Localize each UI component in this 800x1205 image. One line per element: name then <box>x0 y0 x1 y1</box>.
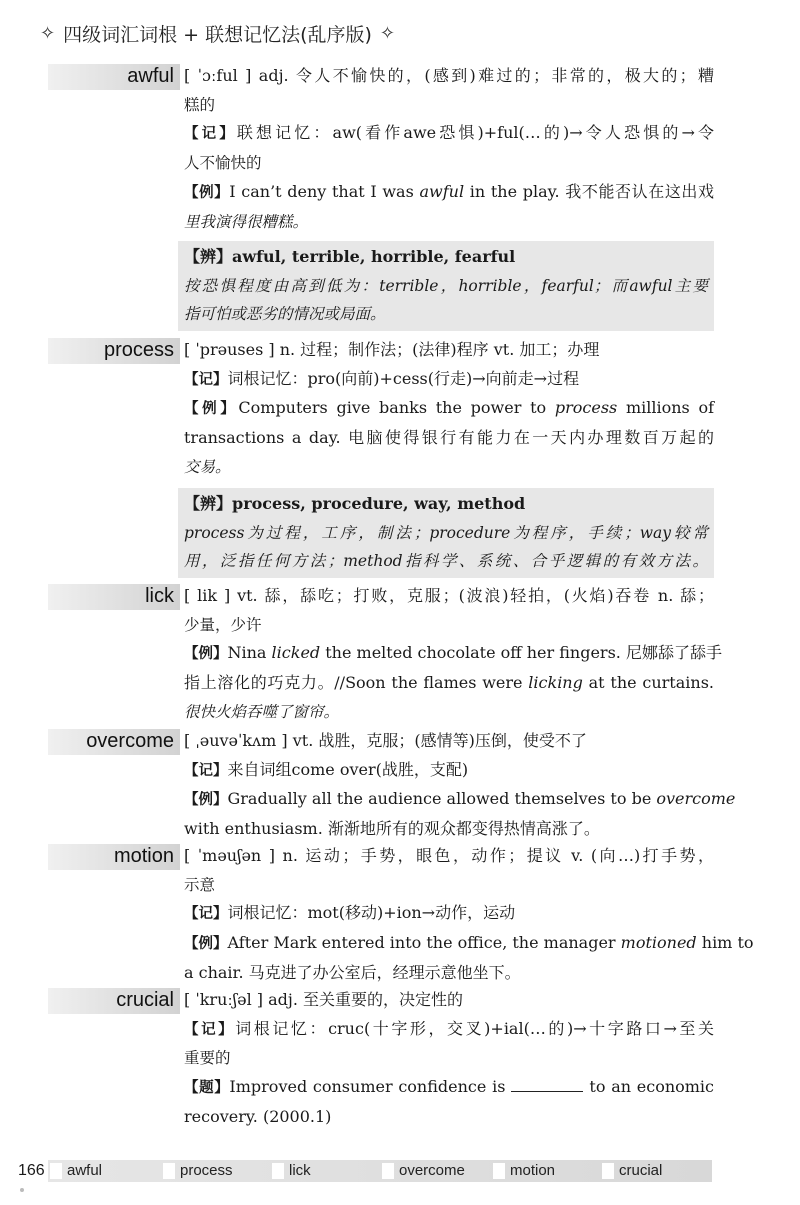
example-tag: 【例】 <box>184 936 228 953</box>
example-keyword: licking <box>528 673 583 693</box>
footer-word: motion <box>493 1162 555 1179</box>
square-icon <box>493 1163 505 1179</box>
example-text: After Mark entered into the office, the manager <box>227 933 621 953</box>
square-icon <box>602 1163 614 1179</box>
memory-text: 词根记忆：mot(移动)+ion→动作，运动 <box>227 903 516 923</box>
example-text: transactions a day. 电脑使得银行有能力在一天内办理数百万起的 <box>184 428 714 448</box>
question-text: recovery. (2000.1) <box>184 1106 332 1126</box>
example-keyword: licked <box>271 643 321 663</box>
page-header <box>40 18 395 48</box>
question-text: to an economic <box>589 1077 715 1097</box>
definition-line: [ lik ] vt. 舔，舔吃；打败，克服；(波浪)轻拍，(火焰)吞卷 n. 舔； <box>184 586 714 605</box>
memory-tag: 【记】 <box>184 762 228 779</box>
footer-word: lick <box>272 1162 311 1179</box>
question-text: Improved consumer confidence is <box>229 1077 506 1097</box>
example-text: I can’t deny that I was <box>229 181 420 201</box>
page-footer <box>0 1158 800 1186</box>
definition-line: [ ˌəuvəˈkʌm ] vt. 战胜，克服；(感情等)压倒，使受不了 <box>184 731 587 750</box>
example-translation: 交易。 <box>184 457 231 476</box>
example-text: in the play. 我不能否认在这出戏 <box>464 181 714 201</box>
headword: lick <box>145 585 174 607</box>
definition-line: 示意 <box>184 875 216 894</box>
definition-line: [ ˈɔːful ] adj. 令人不愉快的，(感到)难过的；非常的，极大的；糟 <box>184 66 714 85</box>
memory-text: 联想记忆：aw(看作awe恐惧)+ful(…的)→令人恐惧的→令 <box>236 123 714 143</box>
distinction-heading: 【辨】awful, terrible, horrible, fearful <box>184 247 516 266</box>
example-keyword: overcome <box>656 789 736 809</box>
example-translation: 很快火焰吞噬了窗帘。 <box>184 702 340 721</box>
memory-tag: 【记】 <box>184 1021 236 1038</box>
memory-text: 人不愉快的 <box>184 154 262 173</box>
distinction-box <box>178 488 714 578</box>
memory-text: 词根记忆：pro(向前)+cess(行走)→向前走→过程 <box>227 368 580 388</box>
example-text: Gradually all the audience allowed themselves to be <box>227 789 657 809</box>
definition-line: [ ˈprəuses ] n. 过程；制作法；(法律)程序 vt. 加工；办理 <box>184 340 600 359</box>
square-icon <box>382 1163 394 1179</box>
headword-band <box>48 64 180 90</box>
memory-tag: 【记】 <box>184 906 228 923</box>
footer-word: overcome <box>382 1162 465 1179</box>
square-icon <box>272 1163 284 1179</box>
diamond-icon: ✧ <box>379 22 396 44</box>
memory-tag: 【记】 <box>184 371 228 388</box>
example-keyword: process <box>554 398 618 418</box>
example-translation: 里我演得很糟糕。 <box>184 212 309 231</box>
distinction-heading: 【辨】process, procedure, way, method <box>184 494 526 513</box>
example-text: Nina <box>227 643 272 663</box>
page-number: 166 <box>18 1162 45 1179</box>
headword-band <box>48 844 180 870</box>
headword: process <box>103 339 174 361</box>
example-text: a chair. 马克进了办公室后，经理示意他坐下。 <box>184 962 521 982</box>
question-tag: 【题】 <box>184 1080 230 1097</box>
distinction-text: 用，泛指任何方法；method指科学、系统、合乎逻辑的有效方法。 <box>184 552 708 571</box>
example-text: him to <box>696 933 754 953</box>
example-text: with enthusiasm. 渐渐地所有的观众都变得热情高涨了。 <box>184 819 600 839</box>
example-text: the melted chocolate off her fingers. 尼娜舔了舔手 <box>320 643 722 663</box>
headword: overcome <box>86 730 174 752</box>
definition-line: 少量，少许 <box>184 615 262 634</box>
example-tag: 【例】 <box>184 646 228 663</box>
distinction-text: 按恐惧程度由高到低为：terrible，horrible，fearful；而awful主要 <box>184 276 708 295</box>
example-tag: 【例】 <box>184 792 228 809</box>
example-text: Computers give banks the power to <box>238 398 555 418</box>
footer-word: awful <box>50 1162 102 1179</box>
memory-text: 来自词组come over(战胜，支配) <box>227 759 469 779</box>
example-text: 指上溶化的巧克力。//Soon the flames were <box>184 673 529 693</box>
square-icon <box>163 1163 175 1179</box>
answer-blank <box>511 1077 583 1092</box>
memory-tag: 【记】 <box>184 126 237 143</box>
square-icon <box>50 1163 62 1179</box>
example-text: millions of <box>617 398 715 418</box>
headword: crucial <box>116 989 174 1011</box>
example-tag: 【例】 <box>184 184 230 201</box>
footer-word: crucial <box>602 1162 662 1179</box>
distinction-text: process为过程，工序，制法；procedure为程序，手续；way较常 <box>184 523 708 542</box>
memory-text: 词根记忆：cruc(十字形，交叉)+ial(…的)→十字路口→至关 <box>235 1018 715 1038</box>
headword-band <box>48 584 180 610</box>
header-title: 四级词汇词根 + 联想记忆法(乱序版) <box>63 23 372 46</box>
headword-band <box>48 988 180 1014</box>
headword: motion <box>113 845 174 867</box>
definition-line: 糕的 <box>184 95 216 114</box>
headword-band <box>48 338 180 364</box>
footer-word: process <box>163 1162 233 1179</box>
headword: awful <box>127 65 174 87</box>
headword-band <box>48 729 180 755</box>
distinction-text: 指可怕或恶劣的情况或局面。 <box>184 305 386 324</box>
diamond-icon: ✧ <box>40 22 56 44</box>
example-keyword: motioned <box>620 933 697 953</box>
definition-line: [ ˈməuʃən ] n. 运动；手势，眼色，动作；提议 v. (向…)打手势， <box>184 846 714 865</box>
distinction-box <box>178 241 714 331</box>
example-text: at the curtains. <box>582 673 714 693</box>
memory-text: 重要的 <box>184 1049 231 1068</box>
example-tag: 【例】 <box>184 401 239 418</box>
dot-mark <box>20 1188 24 1192</box>
definition-line: [ ˈkruːʃəl ] adj. 至关重要的，决定性的 <box>184 990 464 1009</box>
example-keyword: awful <box>419 181 465 201</box>
